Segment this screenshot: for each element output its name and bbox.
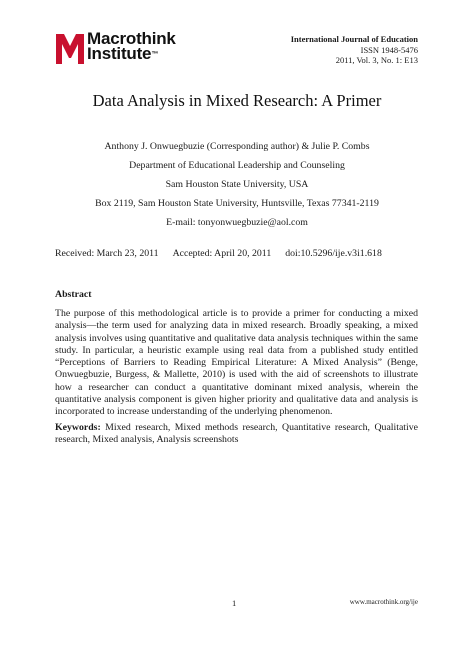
keywords-label: Keywords: bbox=[55, 422, 101, 433]
doi-link[interactable]: doi:10.5296/ije.v3i1.618 bbox=[285, 248, 382, 259]
author-university: Sam Houston State University, USA bbox=[165, 179, 309, 190]
journal-name: International Journal of Education bbox=[290, 34, 418, 44]
logo-line-2: Institute bbox=[87, 44, 152, 63]
abstract-text: The purpose of this methodological article is to provide a primer for conducting a mixed analysis—the term used for analyzing data in mixed research. Broadly speaking, a mixed analysis involves using quantitative and qualitative data analysis techniques within the same study. In particular, a heuristic example using real data from a published study entitled “Perceptions of Barriers to Reading Empirical Literature: A Mixed Analysis” (Benge, Onwuegbuzie, Burgess, & Mallette, 2010) is used with the aid of screenshots to illustrate how a researcher can conduct a quantitative dominant mixed analysis, wherein the quantitative analysis component is given higher priority and qualitative data and analysis is incorporated to increase understanding of the underlying phenomenon. bbox=[55, 308, 418, 418]
page-number: 1 bbox=[232, 598, 237, 608]
publication-dates bbox=[55, 248, 418, 259]
keywords-text: Mixed research, Mixed methods research, Quantitative research, Qualitative research, Mixed analysis, Analysis screenshots bbox=[55, 422, 418, 446]
trademark-symbol: ™ bbox=[151, 51, 159, 58]
paper-title: Data Analysis in Mixed Research: A Primer bbox=[92, 91, 382, 110]
journal-issue: 2011, Vol. 3, No. 1: E13 bbox=[335, 55, 418, 65]
logo-wordmark bbox=[87, 31, 176, 61]
author-email: E-mail: tonyonwuegbuzie@aol.com bbox=[166, 217, 308, 228]
footer-url[interactable]: www.macrothink.org/ije bbox=[349, 598, 418, 606]
author-names: Anthony J. Onwuegbuzie (Corresponding author) & Julie P. Combs bbox=[104, 141, 370, 152]
author-block bbox=[0, 137, 474, 232]
journal-issn: ISSN 1948-5476 bbox=[360, 44, 418, 55]
keywords-paragraph bbox=[55, 422, 418, 447]
logo-line-1: Macrothink bbox=[87, 29, 176, 48]
journal-info bbox=[291, 34, 418, 66]
accepted-date: Accepted: April 20, 2011 bbox=[172, 248, 272, 259]
macrothink-m-icon bbox=[54, 30, 86, 66]
abstract-heading: Abstract bbox=[55, 289, 92, 300]
received-date: Received: March 23, 2011 bbox=[55, 248, 159, 259]
author-department: Department of Educational Leadership and Counseling bbox=[129, 160, 345, 171]
author-address: Box 2119, Sam Houston State University, Huntsville, Texas 77341-2119 bbox=[95, 198, 379, 209]
publisher-logo bbox=[54, 30, 204, 72]
